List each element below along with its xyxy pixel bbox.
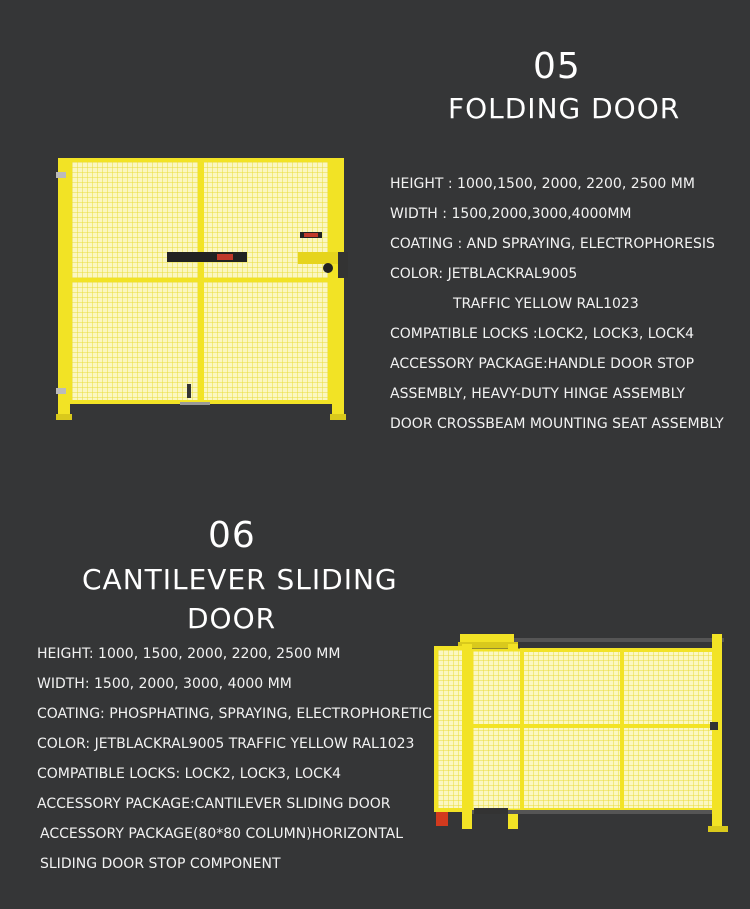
folding-spec-accessory-3: DOOR CROSSBEAM MOUNTING SEAT ASSEMBLY <box>390 416 724 432</box>
folding-spec-accessory-2: ASSEMBLY, HEAVY-DUTY HINGE ASSEMBLY <box>390 386 686 402</box>
cantilever-spec-height: HEIGHT: 1000, 1500, 2000, 2200, 2500 MM <box>37 646 341 662</box>
folding-spec-color-2: TRAFFIC YELLOW RAL1023 <box>453 296 639 312</box>
cantilever-spec-accessory: ACCESSORY PACKAGE:CANTILEVER SLIDING DOOR <box>37 796 391 812</box>
cantilever-door-image <box>428 630 738 835</box>
cantilever-spec-color: COLOR: JETBLACKRAL9005 TRAFFIC YELLOW RAL1023 <box>37 736 415 752</box>
cantilever-door-number: 06 <box>208 515 256 556</box>
cantilever-spec-coating: COATING: PHOSPHATING, SPRAYING, ELECTROPHORETIC <box>37 706 432 722</box>
cantilever-spec-accessory-2: ACCESSORY PACKAGE(80*80 COLUMN)HORIZONTAL <box>40 826 403 842</box>
folding-spec-height: HEIGHT : 1000,1500, 2000, 2200, 2500 MM <box>390 176 695 192</box>
cantilever-door-title-line1: CANTILEVER SLIDING <box>82 563 398 596</box>
cantilever-spec-width: WIDTH: 1500, 2000, 3000, 4000 MM <box>37 676 292 692</box>
folding-spec-locks: COMPATIBLE LOCKS :LOCK2, LOCK3, LOCK4 <box>390 326 694 342</box>
folding-door-number: 05 <box>533 46 581 87</box>
folding-spec-width: WIDTH : 1500,2000,3000,4000MM <box>390 206 632 222</box>
folding-spec-coating: COATING : AND SPRAYING, ELECTROPHORESIS <box>390 236 715 252</box>
folding-spec-accessory: ACCESSORY PACKAGE:HANDLE DOOR STOP <box>390 356 695 372</box>
cantilever-door-title-line2: DOOR <box>187 602 277 635</box>
folding-door-title: FOLDING DOOR <box>448 92 681 125</box>
folding-door-image <box>52 152 352 427</box>
cantilever-spec-accessory-3: SLIDING DOOR STOP COMPONENT <box>40 856 281 872</box>
folding-spec-color: COLOR: JETBLACKRAL9005 <box>390 266 578 282</box>
cantilever-spec-locks: COMPATIBLE LOCKS: LOCK2, LOCK3, LOCK4 <box>37 766 341 782</box>
